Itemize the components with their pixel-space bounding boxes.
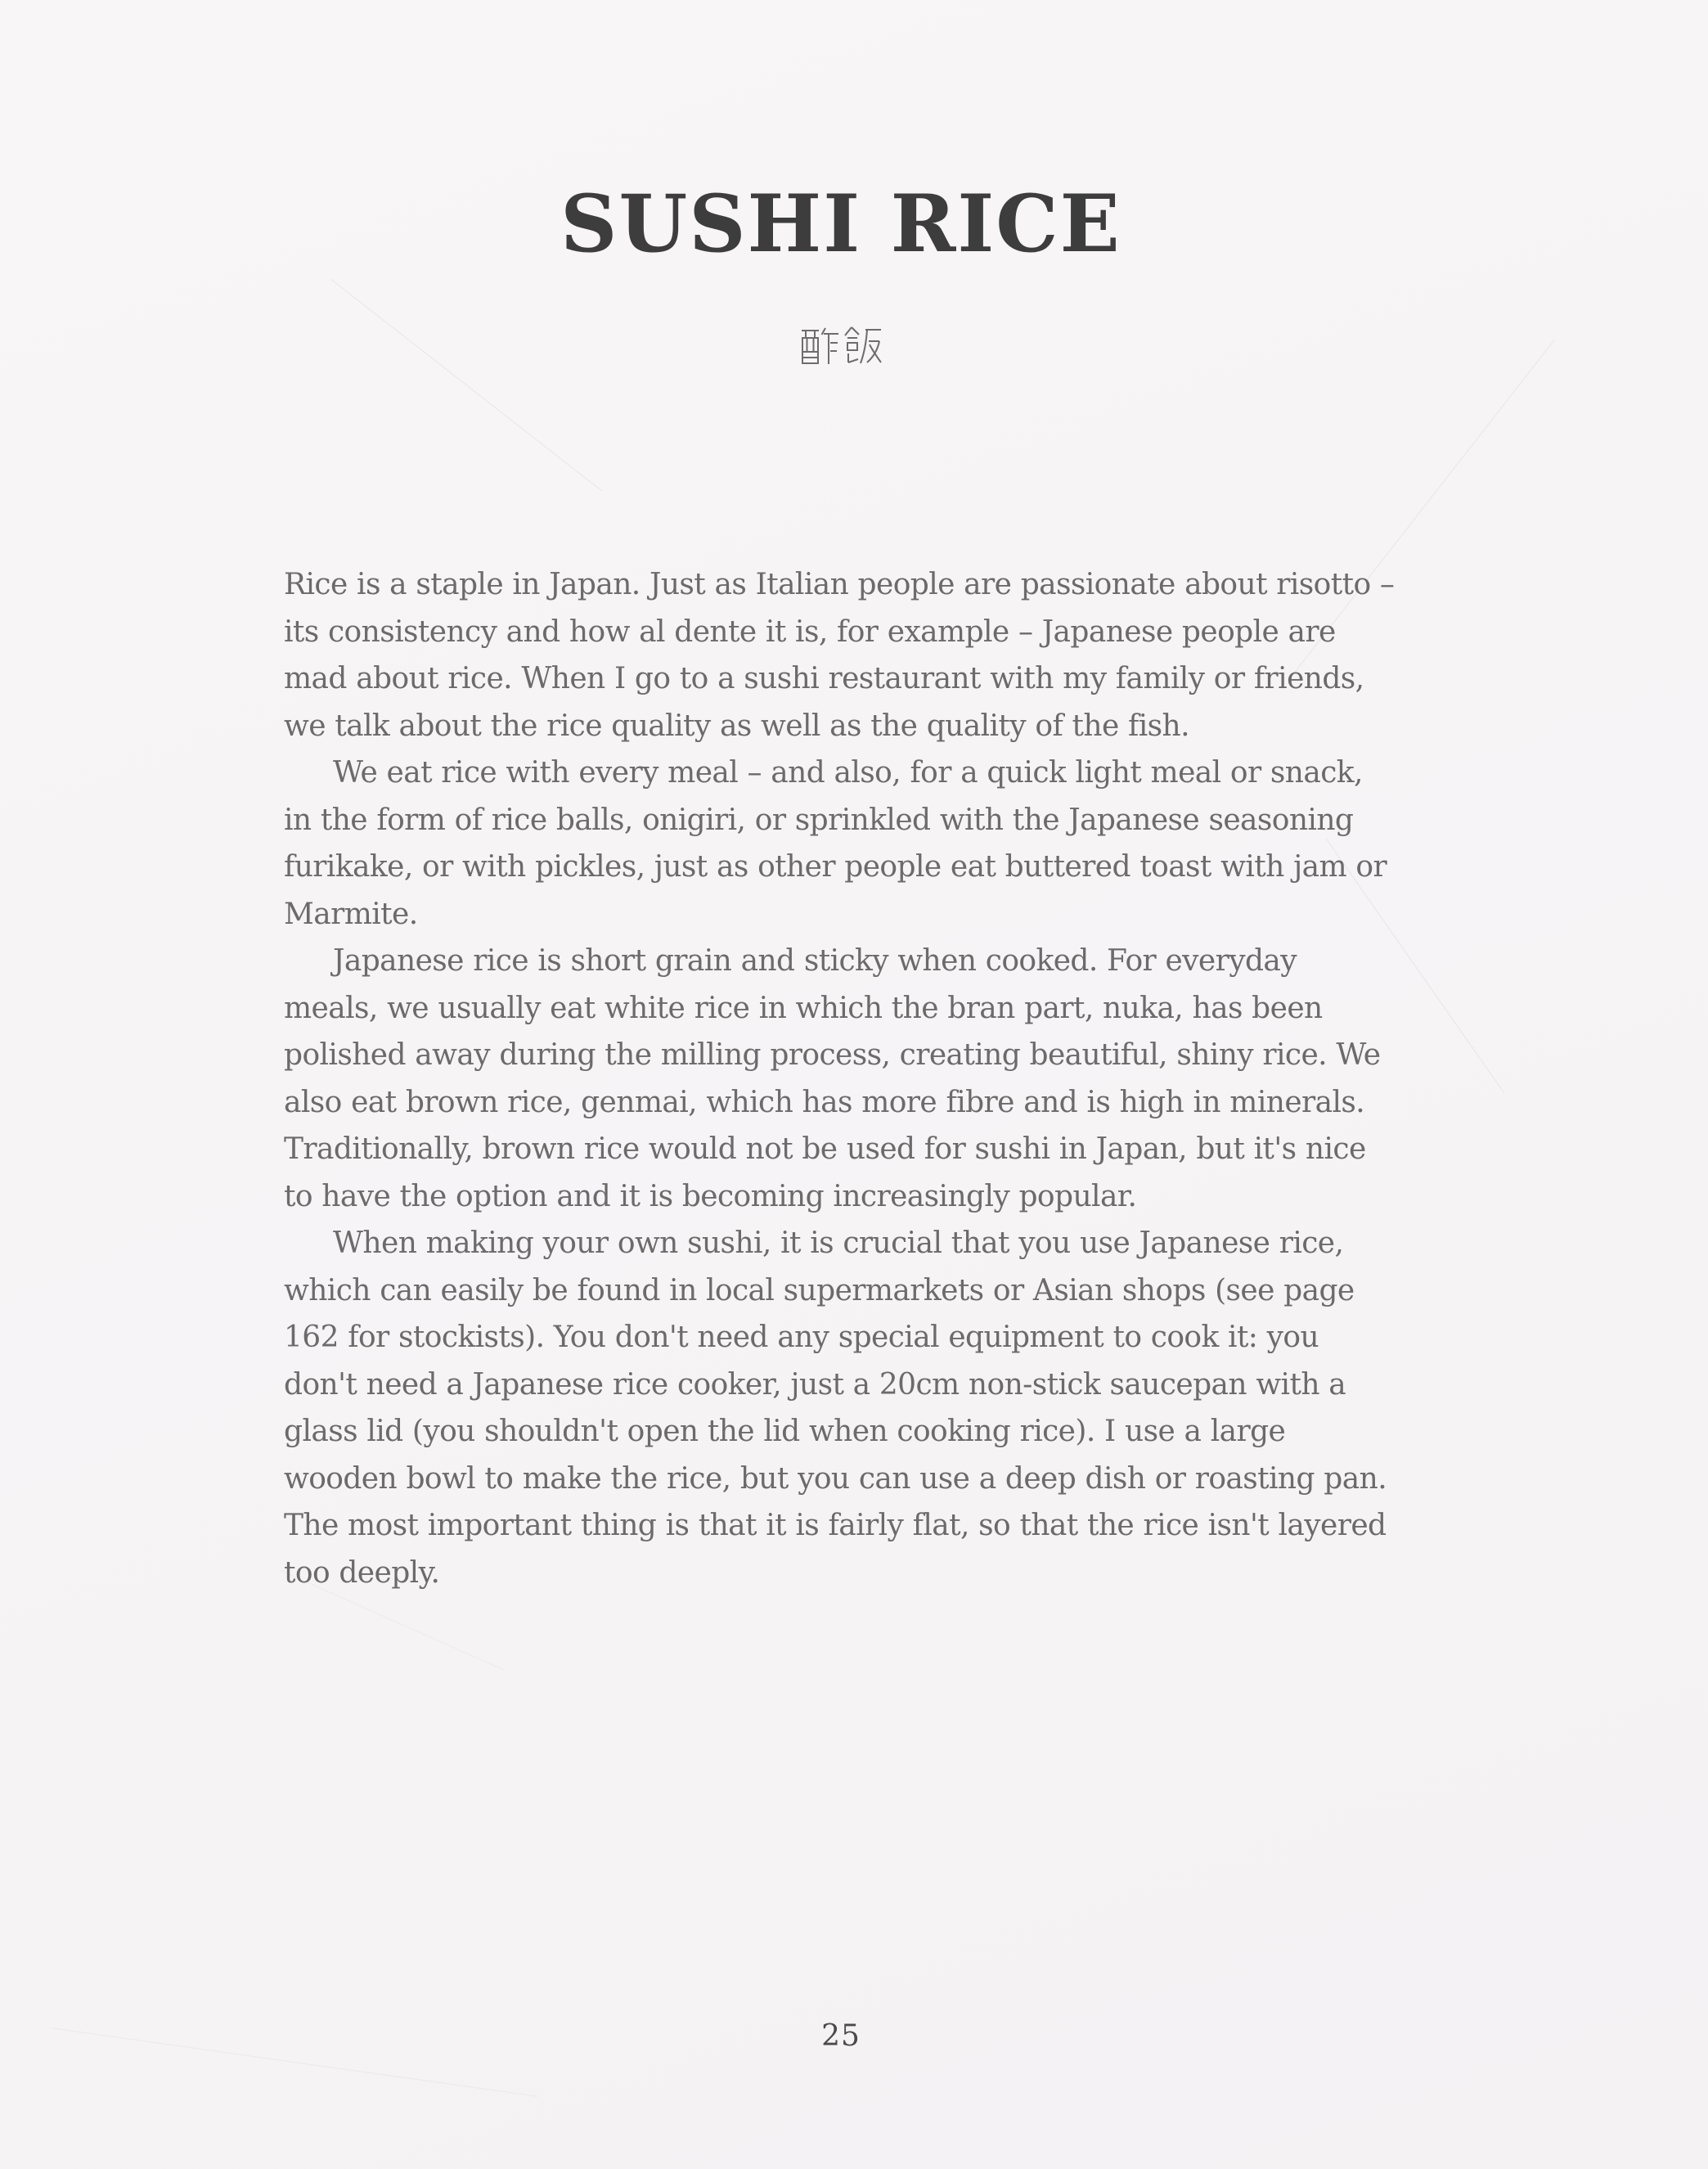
subtitle <box>284 326 1398 370</box>
paper-crease <box>330 279 602 491</box>
body-text <box>284 561 1398 1596</box>
paragraph: Rice is a staple in Japan. Just as Italian people are passionate about risotto – its consistency and how al dente it is, for example – Japanese people are mad about rice. When I go to a sushi restaurant with my family or friends, we talk about the rice quality as well as the quality of the fish. <box>284 568 1395 743</box>
paragraph: We eat rice with every meal – and also, for a quick light meal or snack, in the form of rice balls, onigiri, or sprinkled with the Japanese seasoning furikake, or with pickles, just as other people eat buttered toast with jam or Marmite. <box>284 756 1387 931</box>
subtitle-kanji-icon <box>800 326 882 367</box>
paragraph: Japanese rice is short grain and sticky when cooked. For everyday meals, we usually eat white rice in which the bran part, nuka, has been polished away during the milling process, creating beautiful, shiny rice. We also eat brown rice, genmai, which has more fibre and is high in minerals. Traditionally, brown rice would not be used for sushi in Japan, but it's nice to have the option and it is becoming increasingly popular. <box>284 944 1381 1213</box>
paragraph: When making your own sushi, it is crucial that you use Japanese rice, which can easily be found in local supermarkets or Asian shops (see page 162 for stockists). You don't need any special equipment to cook it: you don't need a Japanese rice cooker, just a 20cm non-stick saucepan with a glass lid (you shouldn't open the lid when cooking rice). I use a large wooden bowl to make the rice, but you can use a deep dish or roasting pan. The most important thing is that it is fairly flat, so that the rice isn't layered too deeply. <box>284 1226 1387 1590</box>
page-number: 25 <box>821 2019 861 2053</box>
page-title: SUSHI RICE <box>560 178 1121 270</box>
